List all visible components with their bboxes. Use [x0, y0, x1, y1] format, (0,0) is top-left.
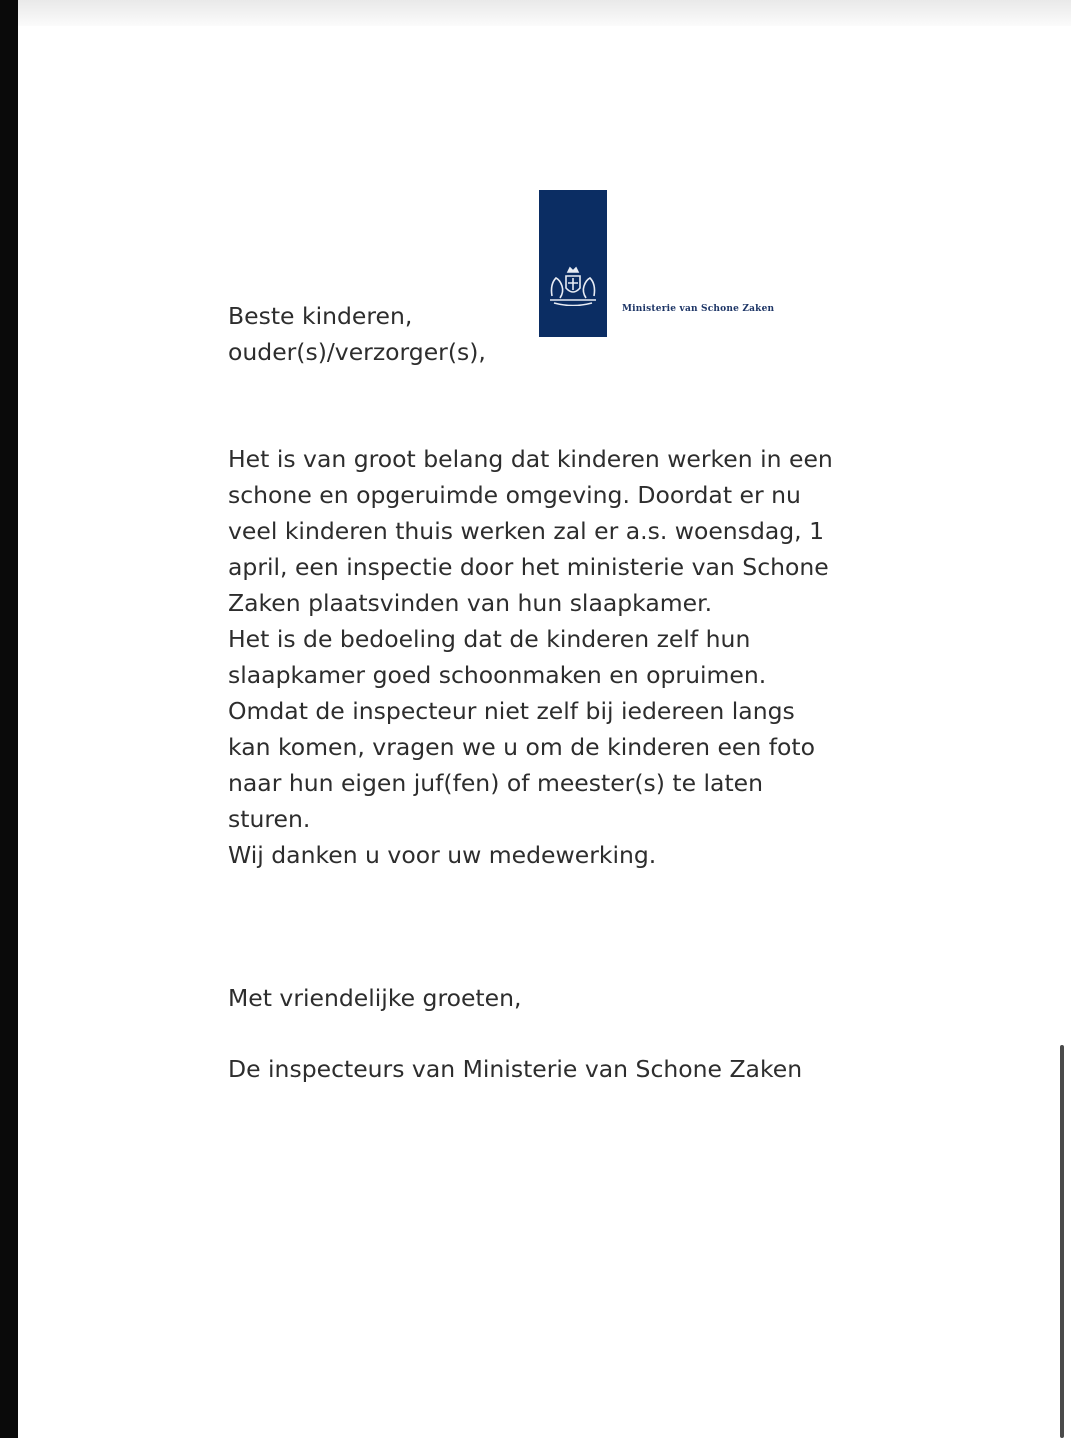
letter-body — [228, 441, 833, 873]
body-line: Het is van groot belang dat kinderen werken in een — [228, 445, 833, 473]
scrollbar[interactable] — [1060, 1045, 1064, 1438]
greeting — [228, 298, 486, 370]
body-line: sturen. — [228, 805, 311, 833]
body-line: april, een inspectie door het ministerie van Schone — [228, 553, 829, 581]
ministry-logo — [539, 190, 607, 337]
body-line: Omdat de inspecteur niet zelf bij iedereen langs — [228, 697, 795, 725]
left-edge-bar — [0, 0, 18, 1438]
greeting-line: Beste kinderen, — [228, 302, 413, 330]
body-line: Wij danken u voor uw medewerking. — [228, 841, 657, 869]
greeting-line: ouder(s)/verzorger(s), — [228, 338, 486, 366]
signature: De inspecteurs van Ministerie van Schone Zaken — [228, 1055, 803, 1083]
body-line: Zaken plaatsvinden van hun slaapkamer. — [228, 589, 713, 617]
closing: Met vriendelijke groeten, — [228, 984, 522, 1012]
top-band — [18, 0, 1071, 26]
ministry-name: Ministerie van Schone Zaken — [622, 304, 775, 314]
royal-coat-of-arms-icon — [544, 266, 602, 306]
body-line: schone en opgeruimde omgeving. Doordat er nu — [228, 481, 801, 509]
body-line: Het is de bedoeling dat de kinderen zelf hun — [228, 625, 751, 653]
body-line: kan komen, vragen we u om de kinderen een foto — [228, 733, 815, 761]
body-line: veel kinderen thuis werken zal er a.s. woensdag, 1 — [228, 517, 825, 545]
body-line: naar hun eigen juf(fen) of meester(s) te laten — [228, 769, 764, 797]
body-line: slaapkamer goed schoonmaken en opruimen. — [228, 661, 767, 689]
